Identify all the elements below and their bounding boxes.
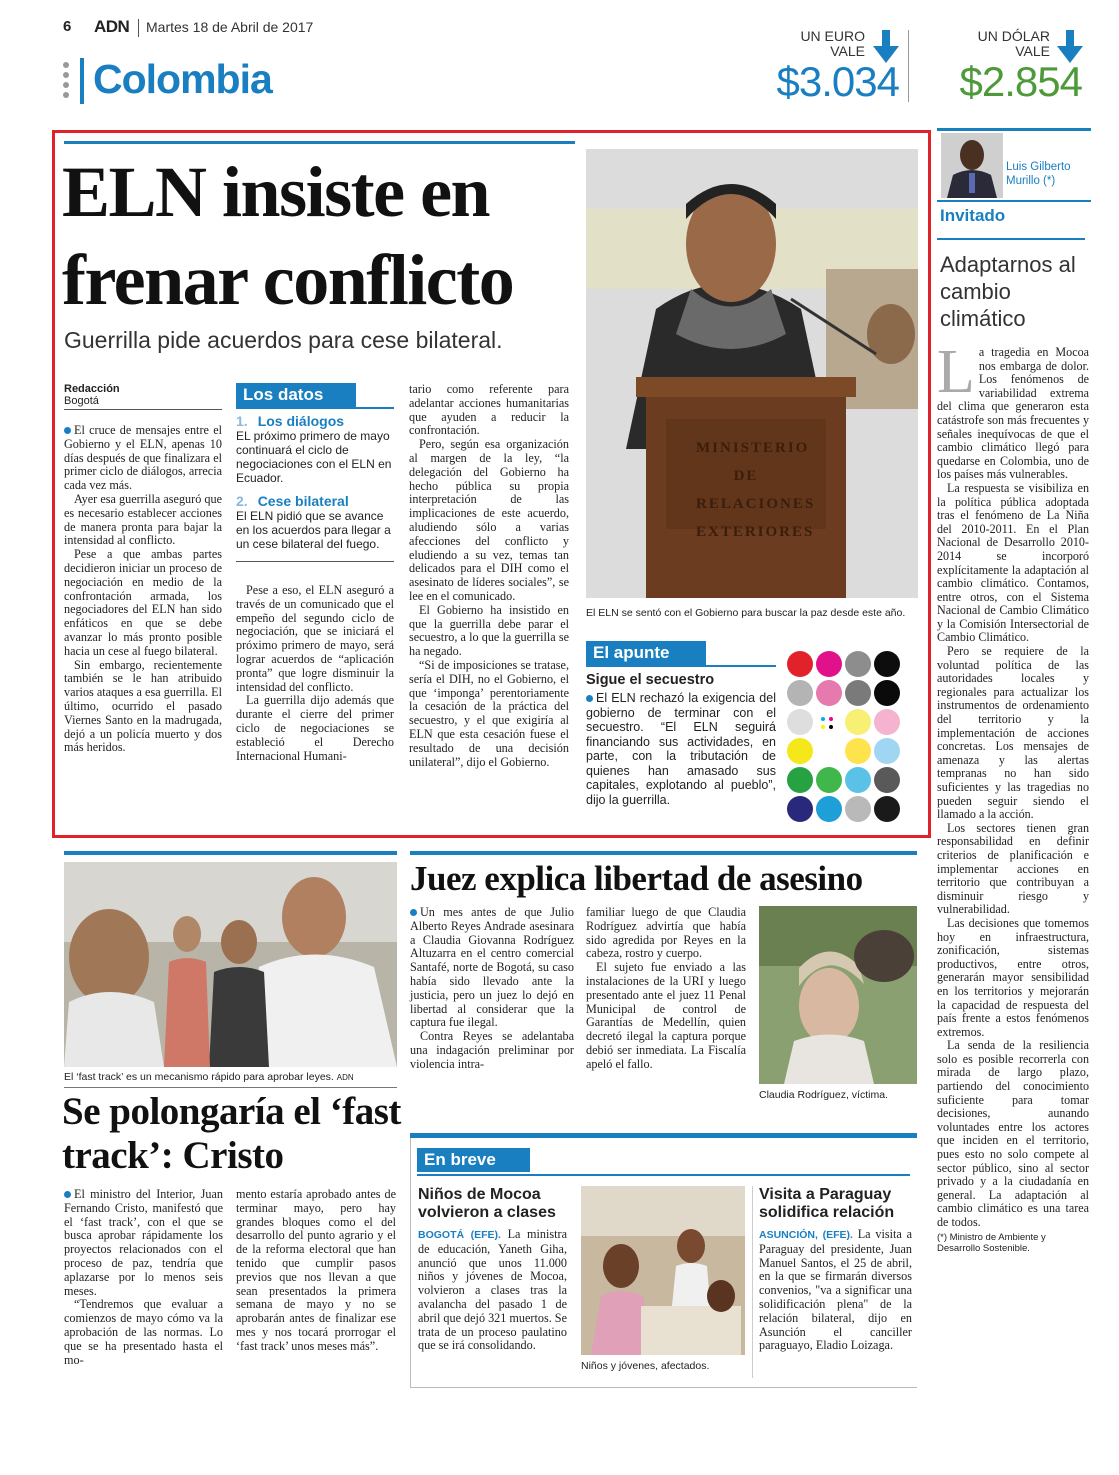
paragraph: La respuesta se visibiliza en la política pública adoptada tras el fenómeno de La Niña del 2010-2011. En el Plan Nacional de Desarrollo 2010-2014 se incorporó explícitamente la adaptación al cambio climático. Contamos, entre otros, con el Sistema Nacional de Cambio Climático y la Comisión Intersectorial de Cambio Climático.: [937, 480, 1089, 645]
paragraph: El Gobierno ha insistido en que la guerrilla debe parar el secuestro, a lo que la guerrilla se ha negado.: [409, 602, 569, 659]
color-swatch: [874, 738, 900, 764]
main-col2: [236, 383, 394, 763]
section-bar: [80, 58, 84, 104]
cristo-col1: [64, 1188, 223, 1367]
printer-color-swatches: [785, 649, 915, 827]
page-number: 6: [63, 18, 72, 35]
apunte-box: [586, 641, 776, 807]
dateline: Bogotá: [64, 395, 222, 410]
column-author-rule: [937, 200, 1091, 202]
breve-item-2: [759, 1186, 912, 1353]
color-swatch: [816, 651, 842, 677]
registration-dot: [829, 725, 833, 729]
color-swatch: [845, 738, 871, 764]
victim-caption: Claudia Rodríguez, víctima.: [759, 1089, 888, 1101]
color-swatch: [787, 796, 813, 822]
section-dots: [63, 62, 69, 98]
datos-item: 1. Los diálogos EL próximo primero de mayo continuará el ciclo de negociaciones con el ELN en Ecuador.: [236, 413, 392, 485]
registration-dot: [821, 717, 825, 721]
section-title: Colombia: [93, 56, 272, 102]
cristo-photo: [64, 862, 397, 1067]
paragraph: Pese a que ambas partes decidieron iniciar un proceso de negociación en medio de la confrontación armada, los negociadores del ELN han sido enfáticos en que se debe avanzar lo más pronto posible hacia un cese al fuego bilateral.: [64, 547, 222, 658]
column-author: Luis Gilberto Murillo (*): [1006, 161, 1071, 187]
registration-dot: [829, 717, 833, 721]
paragraph: El cruce de mensajes entre el Gobierno y el ELN, apenas 10 días después de que finalizara el primer ciclo de diálogos, arrecia cada vez más.: [64, 423, 222, 493]
paragraph: familiar luego de que Claudia Rodríguez advirtía que había sido agredida por Reyes en la cabeza, rostro y cuerpo.: [586, 905, 746, 961]
color-swatch: [874, 651, 900, 677]
datos-item: 2. Cese bilateral El ELN pidió que se avance en los acuerdos para llegar a un cese bilateral del fuego.: [236, 493, 391, 551]
eln-photo-caption: El ELN se sentó con el Gobierno para buscar la paz desde este año.: [586, 607, 906, 619]
paragraph: Los sectores tienen gran responsabilidad en definir criterios de planificación e implementar acciones en territorio que contribuyan a disminuir riesgo y vulnerabilidad.: [937, 820, 1089, 917]
color-swatch: [845, 680, 871, 706]
column-footnote: (*) Ministro de Ambiente y Desarrollo Sostenible.: [937, 1231, 1046, 1254]
paragraph: mento estaría aprobado antes de terminar mayo, pero hay grandes bloques como el del desarrollo del punto agrario y el de la reforma electoral que han tenido que cumplir pasos previos que nos llevan a que sean presentados la primera semana de mayo y no se aprobarán antes de finalizar ese mes y nos tocará prorrogar el ‘fast track’ unos meses más”.: [236, 1187, 396, 1353]
paragraph: Pero, según esa organización al margen de la ley, “la delegación del Gobierno ha hecho pública su propia interpretación de las implicaciones de este acuerdo, aludiendo sólo a varias afecciones del conflicto y eludiendo a su vez, temas tan delicados para el DIH como el asesinato de líderes sociales”, se lee en el comunicado.: [409, 437, 569, 603]
apunte-subtitle: Sigue el secuestro: [586, 672, 715, 688]
dropcap: L: [937, 338, 975, 406]
paragraph: Un mes antes de que Julio Alberto Reyes Andrade asesinara a Claudia Giovanna Rodríguez Altuzarra en el centro comercial Santafé, norte de Bogotá, su caso había sido llevado ante la justicia, pero un juez lo dejó en libertad al considerar que la captura fue ilegal.: [410, 905, 574, 1030]
color-swatch: [845, 767, 871, 793]
color-swatch: [787, 738, 813, 764]
main-top-rule: [64, 141, 575, 144]
juez-headline: Juez explica libertad de asesino: [410, 859, 863, 898]
column-tag-rule: [937, 238, 1085, 240]
apunte-text: El ELN rechazó la exigencia del gobierno de terminar con el secuestro. “El ELN seguirá financiando sus actividades, en parte, con la tributación de quienes han amasado sus capitales, explotando al pueblo”, dijo la guerrilla.: [586, 691, 776, 807]
issue-date: Martes 18 de Abril de 2017: [146, 19, 314, 35]
color-swatch: [845, 651, 871, 677]
paragraph: El sujeto fue enviado a las instalaciones de la URI y luego presentado ante el juez 11 Penal Municipal de control de Garantías de Medellín, quien decretó ilegal la captura porque debió ser inmediata. La Fiscalía apeló el fallo.: [586, 960, 746, 1071]
euro-label: UN EURO VALE: [800, 28, 865, 59]
juez-col1: [410, 906, 574, 1072]
color-swatch: [874, 709, 900, 735]
color-swatch: [816, 796, 842, 822]
paragraph: Pese a eso, el ELN aseguró a través de un comunicado que el empeño del segundo ciclo de negociación, que se iniciará el próximo primero de mayo, será lograr acuerdos de “aplicación pronta” que logre disminuir la intensidad del conflicto.: [236, 583, 394, 694]
brand-logo: ADN: [94, 17, 130, 36]
breve-divider: [752, 1186, 753, 1378]
color-swatch: [874, 680, 900, 706]
main-headline: ELN insiste en frenar conflicto: [62, 152, 514, 320]
breve-title: En breve: [417, 1148, 530, 1172]
main-col3: [409, 383, 569, 769]
paragraph: La tragedia en Mocoa nos embarga de dolor. Los fenómenos de variabilidad extrema del clima que generaron esta catástrofe son más frecuentes y señales inequívocas de que el cambio climático llegó para quedarse en Colombia, uno de los países más vulnerables.: [937, 338, 1089, 482]
cristo-top-rule: [64, 851, 397, 855]
column-tag: Invitado: [940, 206, 1006, 225]
cristo-headline: Se polongaría el ‘fast track’: Cristo: [62, 1090, 401, 1177]
color-swatch: [874, 767, 900, 793]
color-swatch: [787, 680, 813, 706]
main-subheadline: Guerrilla pide acuerdos para cese bilateral.: [64, 327, 503, 353]
currency-divider: [908, 30, 909, 102]
paragraph: Sin embargo, recientemente también se le han atribuido varios ataques a esa guerrilla. El último, ocurrido el pasado Viernes Santo en la madrugada, dejó a un policía muerto y dos más heridos.: [64, 657, 222, 755]
paragraph: ASUNCIÓN, (EFE). La visita a Paraguay del presidente, Juan Manuel Santos, el 25 de abril, en la que se firmarán diversos convenios, "va a significar una solidificación plena" de la relación bilateral, dijo en Asunción el canciller paraguayo, Eladio Loizaga.: [759, 1227, 913, 1353]
eln-speaker-photo: [586, 149, 918, 598]
paragraph: Ayer esa guerrilla aseguró que es necesario establecer acciones de manera pronta para bajar la intensidad al conflicto.: [64, 491, 222, 548]
color-swatch: [816, 767, 842, 793]
cristo-caption: El ‘fast track’ es un mecanismo rápido para aprobar leyes. ADN: [64, 1071, 354, 1083]
color-swatch: [845, 709, 871, 735]
juez-col2: [586, 906, 746, 1072]
color-swatch: [787, 767, 813, 793]
paragraph: “Si de imposiciones se tratase, sería el DIH, no el Gobierno, el que ‘imponga’ perentoriamente la cesación de la práctica del secuestro, y el que exigiría al ELN que esta cesación fuese el resultado de una decisión unilateral”, dijo el Gobierno.: [409, 657, 569, 769]
paragraph: “Tendremos que evaluar a comienzos de mayo cómo va la aprobación de las normas. Lo que se ha presentado hasta el mo-: [64, 1297, 223, 1367]
paragraph: La senda de la resiliencia solo es posible recorrerla con mirada de largo plazo, partiendo del conocimiento suficiente para tomar decisiones, aunando voluntades entre los actores que inciden en el territorio, pues esto no solo compete al sector público, sino al sector privado y a la ciudadanía en general. La adaptación al cambio climático es una tarea de todos.: [937, 1038, 1089, 1229]
datos-title: Los datos: [236, 383, 356, 407]
color-swatch: [845, 796, 871, 822]
breve-title-rule: [417, 1174, 910, 1176]
paragraph: Pero se requiere de la voluntad política de las autoridades locales y regionales para actualizar los instrumentos de ordenamiento del territorio y la implementación de acciones concretas. Los mensajes de amenaza y las alertas tempranas no han sido suficientes y las tragedias no pueden seguir siendo el llamado a la acción.: [937, 644, 1089, 822]
color-swatch: [874, 796, 900, 822]
registration-dot: [821, 725, 825, 729]
column-title: Adaptarnos al cambio climático: [940, 252, 1076, 331]
apunte-title: El apunte: [586, 641, 706, 665]
victim-photo: [759, 906, 917, 1084]
children-caption: Niños y jóvenes, afectados.: [581, 1360, 710, 1372]
euro-value: $3.034: [776, 58, 899, 105]
paragraph: La guerrilla dijo además que durante el cierre del primer ciclo de negociaciones se estableció el Derecho Internacional Humani-: [236, 693, 394, 763]
paragraph: Contra Reyes se adelantaba una indagación preliminar por violencia intra-: [410, 1029, 574, 1071]
paragraph: El ministro del Interior, Juan Fernando Cristo, manifestó que el ‘fast track’, con el que se busca aprobar rápidamente los proyectos relacionados con el proceso de paz, tendría que aplazarse por lo menos seis meses.: [64, 1187, 223, 1298]
paragraph: tario como referente para adelantar acciones humanitarias que ayuden a reducir la confrontación.: [409, 382, 569, 438]
cristo-caption-rule: [64, 1087, 397, 1088]
author-avatar: [941, 133, 1003, 198]
dollar-label: UN DÓLAR VALE: [977, 28, 1050, 59]
dollar-value: $2.854: [959, 58, 1082, 105]
color-swatch: [816, 680, 842, 706]
paragraph: Las decisiones que tomemos hoy en infraestructura, zonificación, sistemas productivos, entre otros, generarán mayor sensibilidad en los territorios y mejorarán la capacidad de respuesta del país frente a estos fenómenos extremos.: [937, 915, 1089, 1039]
juez-top-rule: [410, 851, 917, 855]
column-body: [937, 338, 1089, 1254]
header-divider: [138, 19, 139, 37]
breve-item-1: [418, 1186, 567, 1353]
main-col1: [64, 383, 222, 755]
podium-text: MINISTERIO DE RELACIONES EXTERIORES: [696, 440, 816, 540]
color-swatch: [787, 651, 813, 677]
breve-item-2-title: Visita a Paraguay solidifica relación: [759, 1186, 895, 1221]
children-photo: [581, 1186, 745, 1355]
cristo-col2: [236, 1188, 396, 1354]
column-top-rule: [937, 128, 1091, 131]
paragraph: BOGOTÁ (EFE). La ministra de educación, Yaneth Giha, anunció que unos 11.000 niños y jóvenes de Mocoa, volvieron a clases tras la avalancha del pasado 1 de abril que dejó 321 muertos. Se trata de un proceso paulatino que se irá consolidando.: [418, 1227, 567, 1353]
byline: Redacción: [64, 383, 120, 395]
breve-item-1-title: Niños de Mocoa volvieron a clases: [418, 1186, 556, 1221]
color-swatch: [787, 709, 813, 735]
